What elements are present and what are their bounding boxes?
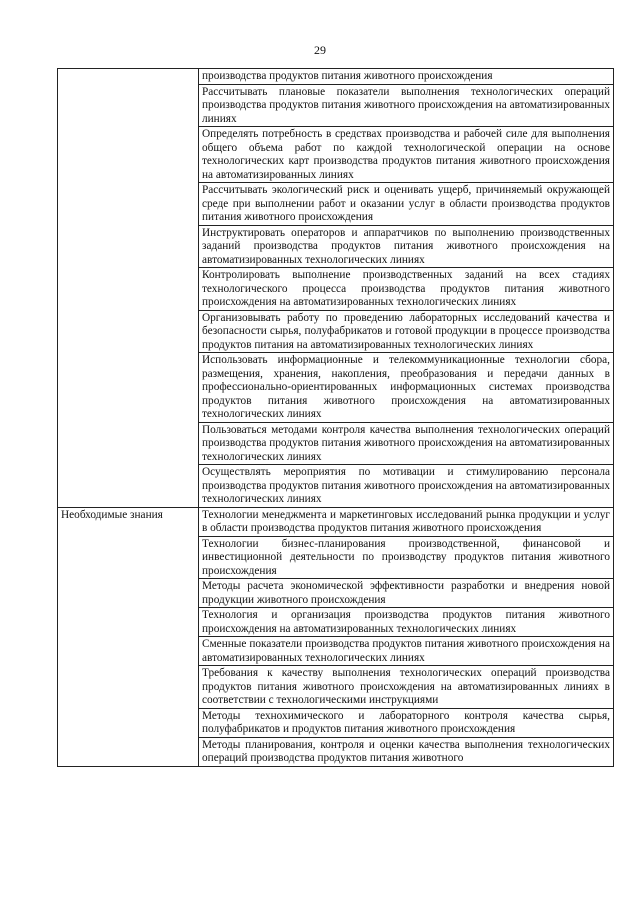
requirement-item: Определять потребность в средствах производства и рабочей силе для выполнения общего объема работ по каждой технологической операции на основе технологических карт производства продуктов питания животного происхождения на автоматизированных линиях xyxy=(199,127,614,183)
requirement-item: Методы технохимического и лабораторного контроля качества сырья, полуфабрикатов и продуктов питания животного происхождения xyxy=(199,708,614,737)
requirement-item: Методы планирования, контроля и оценки качества выполнения технологических операций производства продуктов питания животного xyxy=(199,737,614,766)
requirement-item: Контролировать выполнение производственных заданий на всех стадиях технологического процесса производства продуктов питания животного происхождения на автоматизированных технологических линиях xyxy=(199,268,614,311)
requirement-item: Пользоваться методами контроля качества выполнения технологических операций производства продуктов питания животного происхождения на автоматизированных технологических линиях xyxy=(199,422,614,465)
requirement-item: производства продуктов питания животного происхождения xyxy=(199,69,614,85)
requirement-item: Рассчитывать экологический риск и оценивать ущерб, причиняемый окружающей среде при выполнении работ и оказании услуг в области производства продуктов питания животного происхождения xyxy=(199,183,614,226)
requirements-table xyxy=(57,68,614,767)
requirement-item: Осуществлять мероприятия по мотивации и стимулированию персонала производства продуктов питания животного происхождения на автоматизированных технологических линиях xyxy=(199,465,614,508)
requirement-item: Инструктировать операторов и аппаратчиков по выполнению производственных заданий производства продуктов питания животного происхождения на автоматизированных технологических линиях xyxy=(199,225,614,268)
requirement-item: Использовать информационные и телекоммуникационные технологии сбора, размещения, хранения, накопления, преобразования и передачи данных в профессионально-ориентированных информационных системах производства продуктов питания животного происхождения на автоматизированных технологических линиях xyxy=(199,353,614,423)
table-row xyxy=(58,69,614,85)
requirement-item: Организовывать работу по проведению лабораторных исследований качества и безопасности сырья, полуфабрикатов и готовой продукции в процессе производства продуктов питания на автоматизированных технологических линиях xyxy=(199,310,614,353)
table-row xyxy=(58,507,614,536)
requirement-item: Технология и организация производства продуктов питания животного происхождения на автоматизированных технологических линиях xyxy=(199,608,614,637)
requirement-item: Технологии бизнес-планирования производственной, финансовой и инвестиционной деятельности по производству продуктов питания животного происхождения xyxy=(199,536,614,579)
requirement-item: Технологии менеджмента и маркетинговых исследований рынка продукции и услуг в области производства продуктов питания животного происхождения xyxy=(199,507,614,536)
requirement-item: Методы расчета экономической эффективности разработки и внедрения новой продукции животного происхождения xyxy=(199,579,614,608)
section-label xyxy=(58,69,199,508)
requirement-item: Сменные показатели производства продуктов питания животного происхождения на автоматизированных технологических линиях xyxy=(199,637,614,666)
page-number: 29 xyxy=(314,43,326,57)
requirement-item: Требования к качеству выполнения технологических операций производства продуктов питания животного происхождения на автоматизированных линиях в соответствии с технологическими инструкциями xyxy=(199,666,614,709)
requirement-item: Рассчитывать плановые показатели выполнения технологических операций производства продуктов питания животного происхождения на автоматизированных линиях xyxy=(199,84,614,127)
section-label: Необходимые знания xyxy=(58,507,199,766)
